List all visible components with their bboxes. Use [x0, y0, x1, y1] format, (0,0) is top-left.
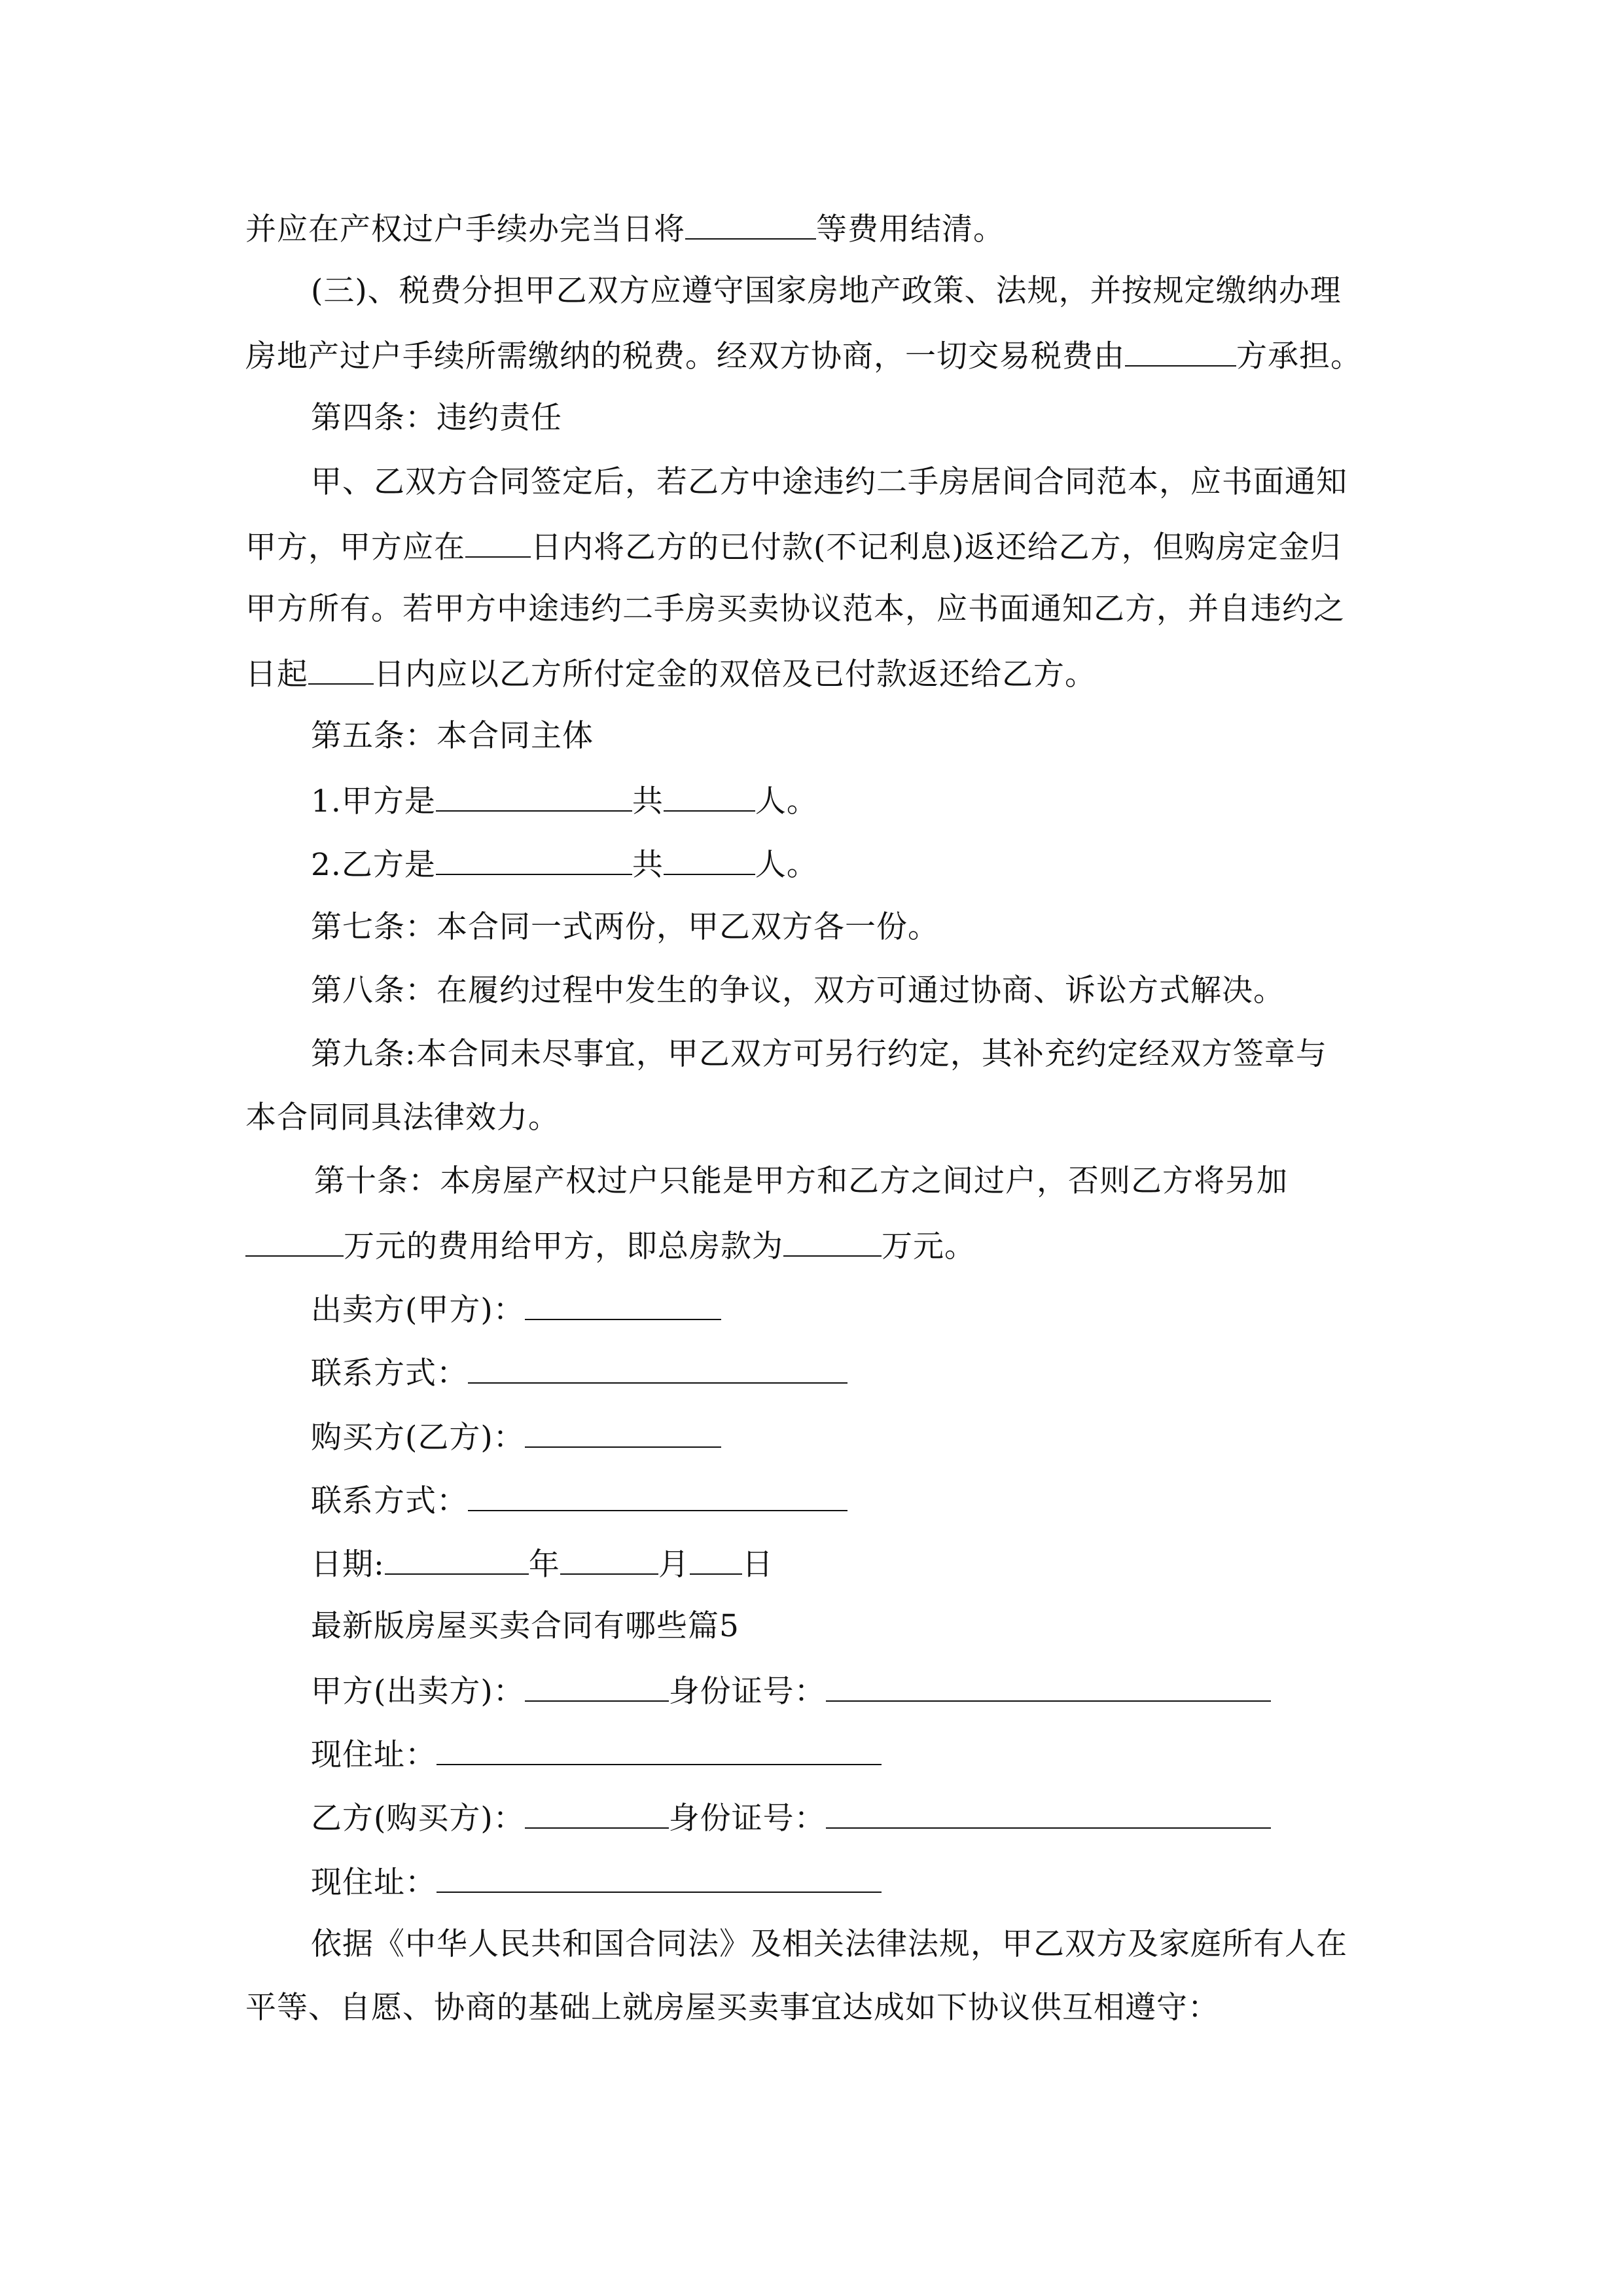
text-line: (三)、税费分担甲乙双方应遵守国家房地产政策、法规，并按规定缴纳办理 — [311, 273, 1342, 309]
party-a-label: 甲方(出卖方)： — [311, 1674, 525, 1710]
text-line: 第八条：在履约过程中发生的争议，双方可通过协商、诉讼方式解决。 — [311, 973, 1285, 1009]
year-field[interactable] — [385, 1543, 529, 1575]
text-line — [245, 526, 1342, 565]
text-line: 第十条：本房屋产权过户只能是甲方和乙方之间过户，否则乙方将另加 — [314, 1163, 1288, 1199]
seller-label: 出卖方(甲方)： — [311, 1292, 525, 1328]
blank-field[interactable] — [685, 208, 816, 240]
party-a-field[interactable] — [525, 1670, 669, 1702]
text-line: 平等、自愿、协商的基础上就房屋买卖事宜达成如下协议供互相遵守： — [245, 1990, 1219, 2026]
text-line — [245, 335, 1362, 374]
text: 共 — [632, 847, 664, 883]
text-line — [245, 653, 1096, 692]
section-title: 最新版房屋买卖合同有哪些篇5 — [311, 1608, 740, 1644]
text: 人。 — [755, 847, 818, 883]
text: 万元的费用给甲方，即总房款为 — [344, 1229, 783, 1265]
text-line: 甲、乙双方合同签定后，若乙方中途违约二手房居间合同范本，应书面通知 — [311, 464, 1347, 500]
text: 日内将乙方的已付款(不记利息)返还给乙方，但购房定金归 — [531, 529, 1342, 565]
blank-field[interactable] — [1125, 335, 1236, 367]
address-field[interactable] — [437, 1861, 882, 1893]
party-b-field[interactable] — [525, 1797, 669, 1829]
address-field[interactable] — [437, 1734, 882, 1765]
article-heading: 第五条：本合同主体 — [311, 718, 594, 754]
blank-field[interactable] — [465, 526, 531, 558]
blank-field[interactable] — [664, 780, 755, 812]
date-line — [311, 1543, 774, 1583]
address-label: 现住址： — [311, 1737, 437, 1773]
text: 等费用结清。 — [816, 211, 1005, 247]
id-field[interactable] — [826, 1797, 1271, 1829]
text: 并应在产权过户手续办完当日将 — [245, 211, 685, 247]
text-line: 本合同同具法律效力。 — [245, 1100, 560, 1136]
party-b-label: 乙方(购买方)： — [311, 1801, 525, 1837]
text: 1.甲方是 — [311, 783, 436, 819]
id-field[interactable] — [826, 1670, 1271, 1702]
text-line: 依据《中华人民共和国合同法》及相关法律法规，甲乙双方及家庭所有人在 — [311, 1926, 1347, 1962]
party-line — [311, 1670, 1271, 1710]
contact-field[interactable] — [468, 1480, 847, 1511]
signature-line — [311, 1352, 847, 1391]
text-line — [245, 208, 1005, 247]
text: 房地产过户手续所需缴纳的税费。经双方协商，一切交易税费由 — [245, 338, 1125, 374]
contact-label: 联系方式： — [311, 1483, 468, 1519]
text: 万元。 — [882, 1229, 976, 1265]
text-line — [245, 1225, 976, 1265]
address-line — [311, 1861, 882, 1901]
blank-field[interactable] — [436, 780, 632, 812]
signature-line — [311, 1416, 721, 1456]
contact-field[interactable] — [468, 1352, 847, 1384]
text: 日起 — [245, 656, 308, 692]
blank-field[interactable] — [308, 653, 374, 685]
day-field[interactable] — [690, 1543, 742, 1575]
text-line — [311, 844, 818, 883]
text: 日 — [741, 1547, 774, 1583]
date-label: 日期: — [311, 1547, 385, 1583]
contact-label: 联系方式： — [311, 1355, 468, 1391]
address-label: 现住址： — [311, 1865, 437, 1901]
id-label: 身份证号： — [668, 1674, 826, 1710]
seller-field[interactable] — [525, 1289, 721, 1320]
text-line: 甲方所有。若甲方中途违约二手房买卖协议范本，应书面通知乙方，并自违约之 — [245, 591, 1345, 627]
text-line — [311, 780, 818, 819]
text-line: 第九条:本合同未尽事宜，甲乙双方可另行约定，其补充约定经双方签章与 — [311, 1036, 1327, 1072]
id-label: 身份证号： — [668, 1801, 826, 1837]
text: 方承担。 — [1236, 338, 1362, 374]
blank-field[interactable] — [436, 844, 632, 875]
text: 月 — [658, 1547, 690, 1583]
text: 共 — [632, 783, 664, 819]
text: 年 — [528, 1547, 560, 1583]
text: 2.乙方是 — [311, 847, 436, 883]
text: 人。 — [755, 783, 818, 819]
blank-field[interactable] — [664, 844, 755, 875]
signature-line — [311, 1289, 721, 1328]
text: 日内应以乙方所付定金的双倍及已付款返还给乙方。 — [374, 656, 1096, 692]
blank-field[interactable] — [245, 1225, 344, 1257]
party-line — [311, 1797, 1271, 1837]
address-line — [311, 1734, 882, 1773]
buyer-field[interactable] — [525, 1416, 721, 1448]
buyer-label: 购买方(乙方)： — [311, 1420, 525, 1456]
blank-field[interactable] — [783, 1225, 882, 1257]
month-field[interactable] — [560, 1543, 658, 1575]
text-line: 第七条：本合同一式两份，甲乙双方各一份。 — [311, 909, 939, 945]
article-heading: 第四条：违约责任 — [311, 400, 562, 436]
text: 甲方，甲方应在 — [245, 529, 465, 565]
signature-line — [311, 1480, 847, 1519]
